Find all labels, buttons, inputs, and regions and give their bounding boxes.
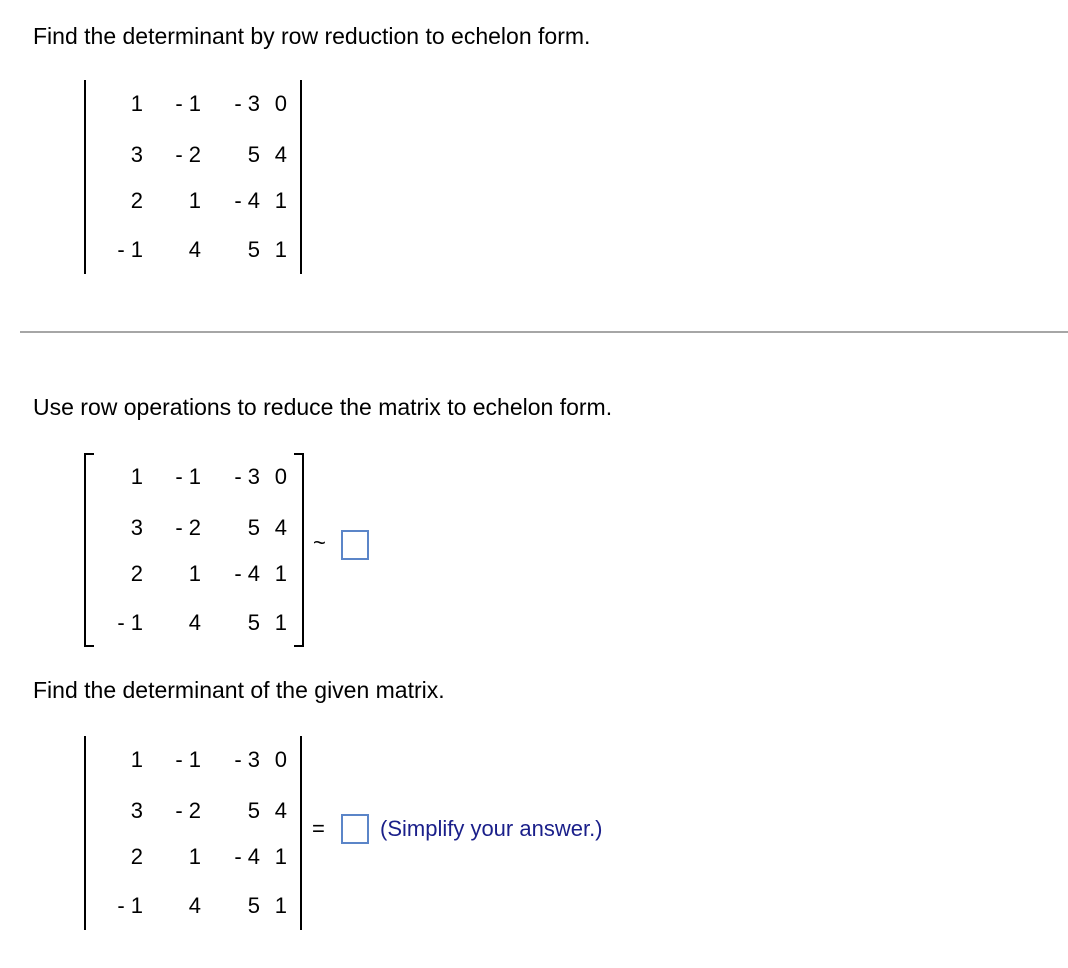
matrix-entry: 2 (130, 844, 143, 869)
matrix-entry: 1 (274, 561, 287, 586)
matrix-entry: 2 (130, 188, 143, 213)
matrix-entry: 1 (188, 844, 201, 869)
determinant-answer-input[interactable] (341, 814, 369, 844)
matrix-entry: - 1 (175, 747, 201, 772)
bracket-matrix (84, 453, 304, 647)
matrix-entry: 4 (274, 798, 287, 823)
matrix-entry: 4 (274, 142, 287, 167)
matrix-entry: 4 (188, 237, 201, 262)
matrix-entry: - 4 (234, 561, 260, 586)
simplify-hint: (Simplify your answer.) (380, 816, 603, 841)
matrix-entry: - 1 (117, 237, 143, 262)
matrix-entry: 5 (247, 237, 260, 262)
matrix-entry: 1 (130, 747, 143, 772)
matrix-entry: - 2 (175, 798, 201, 823)
matrix-entry: 0 (274, 464, 287, 489)
matrix-entry: - 1 (117, 893, 143, 918)
matrix-entry: 5 (247, 610, 260, 635)
matrix-entry: - 1 (175, 91, 201, 116)
echelon-answer-input[interactable] (341, 530, 369, 560)
section-divider (20, 331, 1068, 333)
matrix-entry: 1 (274, 237, 287, 262)
matrix-entry: - 2 (175, 142, 201, 167)
matrix-entry: 1 (188, 188, 201, 213)
matrix-entry: - 4 (234, 844, 260, 869)
matrix-entry: - 1 (175, 464, 201, 489)
matrix-entry: 5 (247, 798, 260, 823)
bracket-right (294, 453, 304, 647)
matrix-entry: 3 (130, 798, 143, 823)
row-equivalent-operator: ~ (313, 530, 326, 555)
matrix-entry: 1 (274, 844, 287, 869)
determinant-matrix-top (84, 80, 304, 274)
matrix-entry: 4 (188, 610, 201, 635)
matrix-entry: 1 (130, 464, 143, 489)
matrix-entry: 0 (274, 747, 287, 772)
determinant-bar-left (84, 736, 86, 930)
matrix-entry: - 3 (234, 91, 260, 116)
matrix-entry: 5 (247, 893, 260, 918)
determinant-matrix-bottom (84, 736, 304, 930)
matrix-entry: 0 (274, 91, 287, 116)
matrix-entry: 3 (130, 515, 143, 540)
echelon-prompt: Use row operations to reduce the matrix to echelon form. (33, 394, 613, 420)
matrix-entry: 1 (274, 893, 287, 918)
matrix-entry: - 1 (117, 610, 143, 635)
determinant-bar-right (300, 736, 302, 930)
matrix-entry: - 2 (175, 515, 201, 540)
matrix-entry: 4 (188, 893, 201, 918)
matrix-entry: 1 (274, 610, 287, 635)
matrix-entry: 3 (130, 142, 143, 167)
bracket-left (84, 453, 94, 647)
equals-sign: = (312, 816, 325, 841)
matrix-entry: - 3 (234, 747, 260, 772)
problem-prompt: Find the determinant by row reduction to echelon form. (33, 23, 591, 49)
matrix-entry: 1 (130, 91, 143, 116)
matrix-entry: 1 (274, 188, 287, 213)
matrix-entry: 4 (274, 515, 287, 540)
determinant-bar-left (84, 80, 86, 274)
matrix-entry: 5 (247, 515, 260, 540)
matrix-entry: - 4 (234, 188, 260, 213)
matrix-entry: 2 (130, 561, 143, 586)
determinant-bar-right (300, 80, 302, 274)
matrix-entry: 5 (247, 142, 260, 167)
determinant-prompt: Find the determinant of the given matrix. (33, 677, 445, 703)
matrix-entry: 1 (188, 561, 201, 586)
matrix-entry: - 3 (234, 464, 260, 489)
